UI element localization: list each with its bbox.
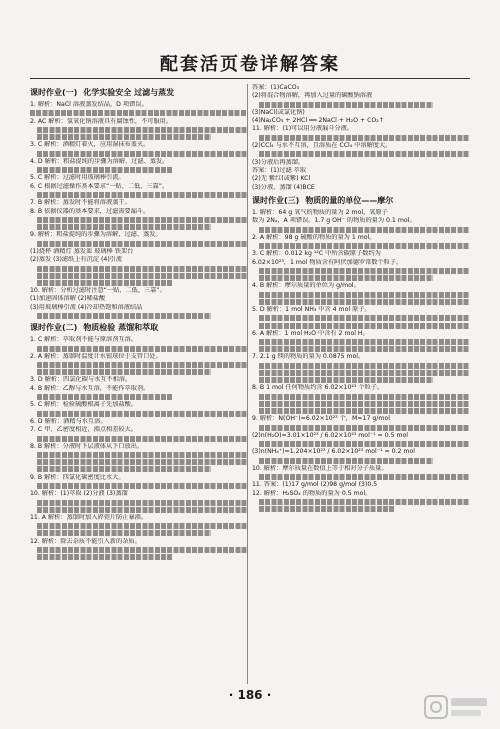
answer-line: 11. A 解析：蒸馏时加入碎瓷片防止暴沸。 [30,513,148,521]
answer-line: (2)蒸发 (3)滤纸上有沉淀 (4)引流 [30,256,123,264]
text-line [259,339,470,345]
page-title: 配套活页卷详解答案 [160,54,340,75]
answer-line: (3)NaCl(或氯化钠) [252,108,305,116]
text-line [37,554,172,560]
text-line [259,499,470,505]
answer-line: (1)烧杯 酒精灯 蒸发皿 玻璃棒 铁架台 [30,247,134,255]
text-line [259,377,433,383]
answer-line: 6. A 解析：1 mol H₂O 中含有 2 mol H。 [252,329,369,337]
text-line [37,280,172,286]
text-line [37,167,172,173]
section-heading-1 [30,87,248,99]
answer-line: 10. 解析：(1)萃取 (2)分液 (3)蒸馏 [30,490,128,498]
answer-line: 3. C 解析：0.012 kg ¹²C 中所含碳原子数约为 [252,250,381,258]
text-line [259,441,470,447]
answer-line: (3)用玻璃棒引流 (4)冷却热饱和溶液结晶 [30,303,143,311]
text-line [37,273,248,279]
text-line [37,436,248,442]
answer-line: (3)分液、蒸馏 (4)BCE [252,183,315,191]
text-line [37,369,211,375]
text-line [259,315,470,321]
text-line [37,547,248,553]
answer-line: 答案：(1)过滤 萃取 [252,166,307,174]
text-line [259,243,470,249]
answer-line: 8. B 1 mol 任何物质约含 6.02×10²³ 个粒子。 [252,384,384,392]
answer-line: 6.02×10²³，1 mol 物质含有阿伏加德罗常数个粒子。 [252,258,403,266]
answer-line: 5. D 解析：1 mol NH₃ 中含 4 mol 原子。 [252,306,371,313]
answer-line: 5. C 解析：检验硫酸根离子先加盐酸。 [30,401,137,409]
right-column [252,84,470,684]
text-line [37,500,248,506]
answer-line: (4)Na₂CO₃ + 2HCl ══ 2NaCl + H₂O + CO₂↑ [252,117,384,125]
answer-line: 6. D 解析：酒精与水互溶。 [30,417,107,425]
answer-line: 7. B 解析：蒸发时不能将溶液蒸干。 [30,199,131,207]
text-line [37,241,248,247]
answer-line: 12. 解析：除去杂质不能引入新的杂质。 [30,537,141,545]
text-line [37,452,248,458]
answer-line: 2. AC 解析：氢氧化钠溶液具有腐蚀性，不可服用。 [30,117,173,125]
text-line [259,425,470,431]
text-line [37,394,172,400]
text-line [37,507,248,513]
section-3-subtitle: 物质的量的单位——摩尔 [305,195,394,205]
answer-line: 7. 2.1 g 镁的物质的量为 0.0875 mol。 [252,353,365,361]
watermark-logo-icon [424,694,490,722]
text-line [30,110,248,116]
answer-line: (3)分液后再蒸馏。 [252,158,305,166]
text-line [259,292,470,298]
answer-line: (2)n(H₂O)=3.01×10²³ / 6.02×10²³ mol⁻¹ = 0.5 mol [252,431,409,439]
section-2-label: 课时作业(二) [30,323,78,333]
text-line [259,227,470,233]
answer-line: 4. D 解析：粗盐提纯的步骤为溶解、过滤、蒸发。 [30,157,169,165]
title-rule [30,78,470,79]
section-1-subtitle: 化学实验安全 过滤与蒸发 [83,88,175,97]
answer-line: (2)将混合物溶解，再加入过量的碳酸钠溶液 [252,92,373,100]
text-line [259,401,470,407]
text-line [37,151,248,157]
text-line [37,224,211,230]
answer-line: 数为 2Nₐ，A 项错误。1.7 g OH⁻ 的物质的量为 0.1 mol。 [252,217,416,225]
answer-line: 8. B 依据仪器的基本要求，过滤需要漏斗。 [30,207,150,215]
page-number: · 186 · [228,688,272,702]
text-line [259,363,470,369]
answer-line: 12. 解析：H₂SO₄ 的物质的量为 0.5 mol。 [252,489,372,497]
answer-line: 1. C 解析：萃取剂不能与原溶剂互溶。 [30,336,137,344]
answer-line: 答案：(1)CaCO₃ [252,84,300,91]
text-line [37,523,248,529]
answer-line: 2. A 解析：蒸馏时温度计水银球位于支管口处。 [30,352,162,360]
section-3-label: 课时作业(三) [252,195,300,205]
answer-line: 3. D 解析：四氯化碳与水互不相溶。 [30,376,132,384]
text-line [259,151,470,157]
answer-line: 11. 答案：(1)17 g/mol (2)98 g/mol (3)0.5 [252,481,378,489]
answer-line: 2. A 解析：98 g 硫酸的物质的量为 1 mol。 [252,233,376,241]
answer-line: 7. C 甲、乙密度相近，沸点相差较大。 [30,426,137,434]
text-line [259,135,470,141]
answer-line: 11. 解析：(1)可以用分液漏斗分液。 [252,125,354,133]
answer-line: 1. 解析：64 g 氧气的物质的量为 2 mol，氧原子 [252,208,388,216]
answer-line: 9. 解析：N(OH⁻)=6.02×10²³ 个，M=17 g/mol [252,415,390,423]
text-line [259,323,470,329]
answer-line: 3. C 解析：酒精灯着火，应用湿抹布盖灭。 [30,141,150,149]
answer-line: (2)CCl₄ 与水不互溶，且溶质在 CCl₄ 中溶解度大。 [252,142,392,150]
text-line [37,466,211,472]
answer-line: 4. B 解析：摩尔质量的单位为 g/mol。 [252,282,360,290]
text-line [259,370,470,376]
text-line [37,411,248,417]
text-line [37,362,248,368]
text-line [37,266,248,272]
answer-line: 10. 解析：摩尔质量在数值上等于相对分子质量。 [252,464,388,472]
section-2-subtitle: 物质检验 蒸馏和萃取 [83,323,159,333]
text-line [259,474,470,480]
text-line [259,275,433,281]
column-divider [247,84,248,684]
answer-line: 1. 解析：NaCl 溶液蒸发结晶，D 项错误。 [30,101,148,108]
text-line [259,506,394,512]
answer-line: (3)n(NH₄⁺)=1.204×10²³ / 6.02×10²³ mol⁻¹ = 0.2 mol [252,448,415,456]
section-heading-3 [252,195,470,207]
text-line [37,530,211,536]
left-column [30,84,248,684]
answer-line: 6. C 根据过滤操作基本要求“一贴、二低、三靠”。 [30,182,169,190]
text-line [259,408,470,414]
text-line [37,134,211,140]
text-line [259,102,433,108]
text-line [259,394,470,400]
answer-line: 4. B 解析：乙醇与水互溶，不能作萃取剂。 [30,384,150,392]
answer-line: 10. 解析：分析过滤时注意“一贴、二低、三靠”。 [30,287,166,295]
text-line [37,127,248,133]
answer-line: (2)无 紫红(或紫) KCl [252,175,311,183]
text-line [37,459,248,465]
section-1-label: 课时作业(一) [30,88,78,97]
answer-line: 5. C 解析：过滤时用玻璃棒引流。 [30,174,125,182]
section-heading-2 [30,322,248,334]
text-line [37,313,211,319]
text-line [37,483,248,489]
text-line [259,299,470,305]
text-line [259,268,470,274]
text-line [37,346,248,352]
answer-line: 9. B 解析：四氯化碳密度比水大。 [30,473,125,481]
text-line [259,458,433,464]
text-line [259,346,470,352]
answer-line: 9. 解析：粗盐提纯的步骤为溶解、过滤、蒸发。 [30,231,162,239]
answer-line: 8. B 解析：分液时下层液体从下口放出。 [30,442,144,450]
answer-line: (1)加速固体溶解 (2)稀盐酸 [30,295,106,303]
text-line [37,217,248,223]
text-line [37,192,248,198]
